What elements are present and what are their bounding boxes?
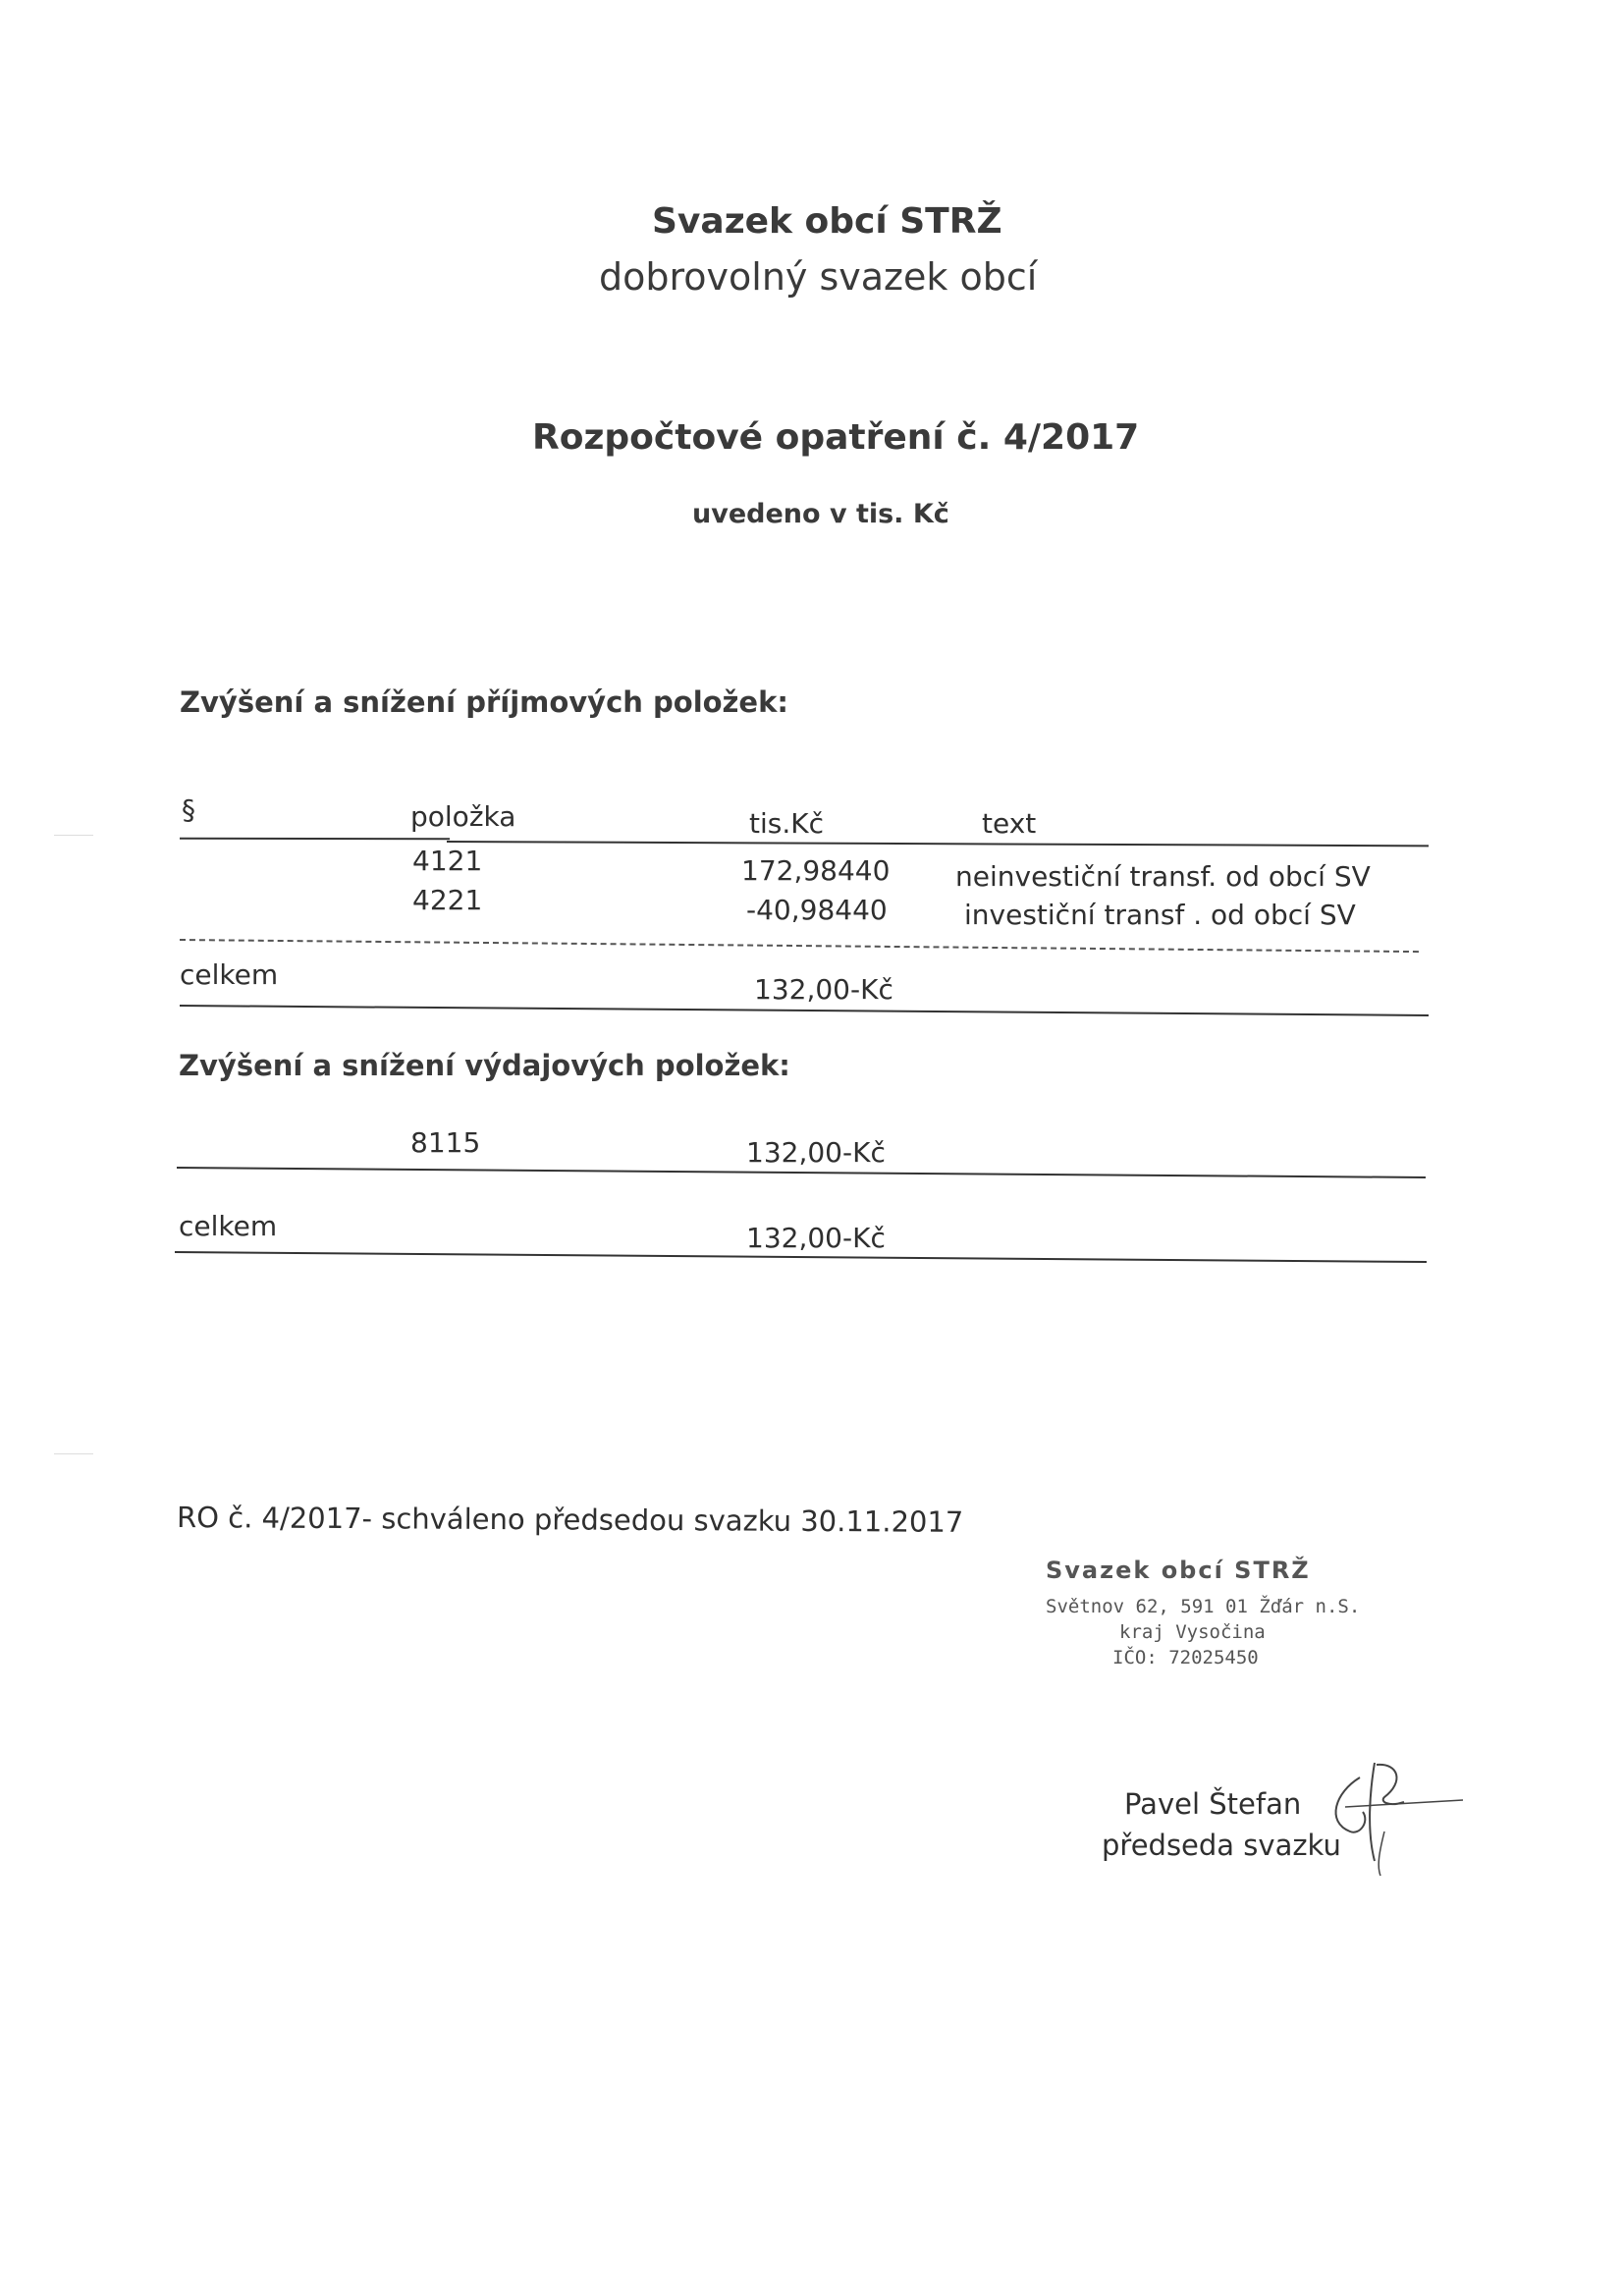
expense-total-value: 132,00-Kč (746, 1222, 886, 1254)
approval-note: RO č. 4/2017- schváleno předsedou svazku 30.11.2017 (176, 1501, 964, 1539)
income-section-title: Zvýšení a snížení příjmových položek: (180, 685, 788, 719)
income-dashed-divider (180, 939, 1419, 953)
expense-section-title: Zvýšení a snížení výdajových položek: (179, 1049, 790, 1082)
column-header-paragraph: § (182, 793, 195, 826)
scan-mark-bottom (54, 1453, 93, 1454)
income-row-1-amount: 172,98440 (741, 854, 891, 887)
income-row-1-text: neinvestiční transf. od obcí SV (955, 860, 1371, 893)
stamp-org-name: Svazek obcí STRŽ (1046, 1557, 1311, 1584)
document-title: Rozpočtové opatření č. 4/2017 (532, 417, 1140, 458)
org-type: dobrovolný svazek obcí (599, 255, 1038, 299)
income-row-1-polozka: 4121 (412, 845, 483, 877)
stamp-ico: IČO: 72025450 (1112, 1647, 1259, 1668)
income-total-label: celkem (180, 958, 279, 991)
signatory-role: předseda svazku (1102, 1829, 1341, 1862)
income-total-rule (180, 1005, 1429, 1016)
income-row-2-polozka: 4221 (412, 884, 483, 916)
column-header-amount: tis.Kč (749, 807, 825, 840)
stamp-region: kraj Vysočina (1119, 1621, 1266, 1643)
expense-row-1-amount: 132,00-Kč (746, 1136, 886, 1169)
unit-note: uvedeno v tis. Kč (692, 499, 949, 529)
organization-stamp (1046, 1557, 1361, 1674)
income-row-2-text: investiční transf . od obcí SV (964, 899, 1356, 931)
header-rule (180, 838, 450, 840)
scan-mark-top (54, 835, 93, 836)
signatory-name: Pavel Štefan (1124, 1787, 1302, 1821)
income-row-2-amount: -40,98440 (746, 894, 888, 926)
income-total-value: 132,00-Kč (754, 973, 893, 1006)
header-rule-2 (447, 841, 1429, 847)
column-header-polozka: položka (410, 800, 516, 833)
stamp-address: Světnov 62, 591 01 Žďár n.S. (1046, 1596, 1361, 1617)
handwritten-signature (1316, 1753, 1473, 1881)
column-header-text: text (982, 807, 1037, 840)
expense-total-label: celkem (179, 1210, 278, 1242)
expense-row-1-polozka: 8115 (410, 1126, 481, 1159)
org-name: Svazek obcí STRŽ (652, 201, 1002, 242)
